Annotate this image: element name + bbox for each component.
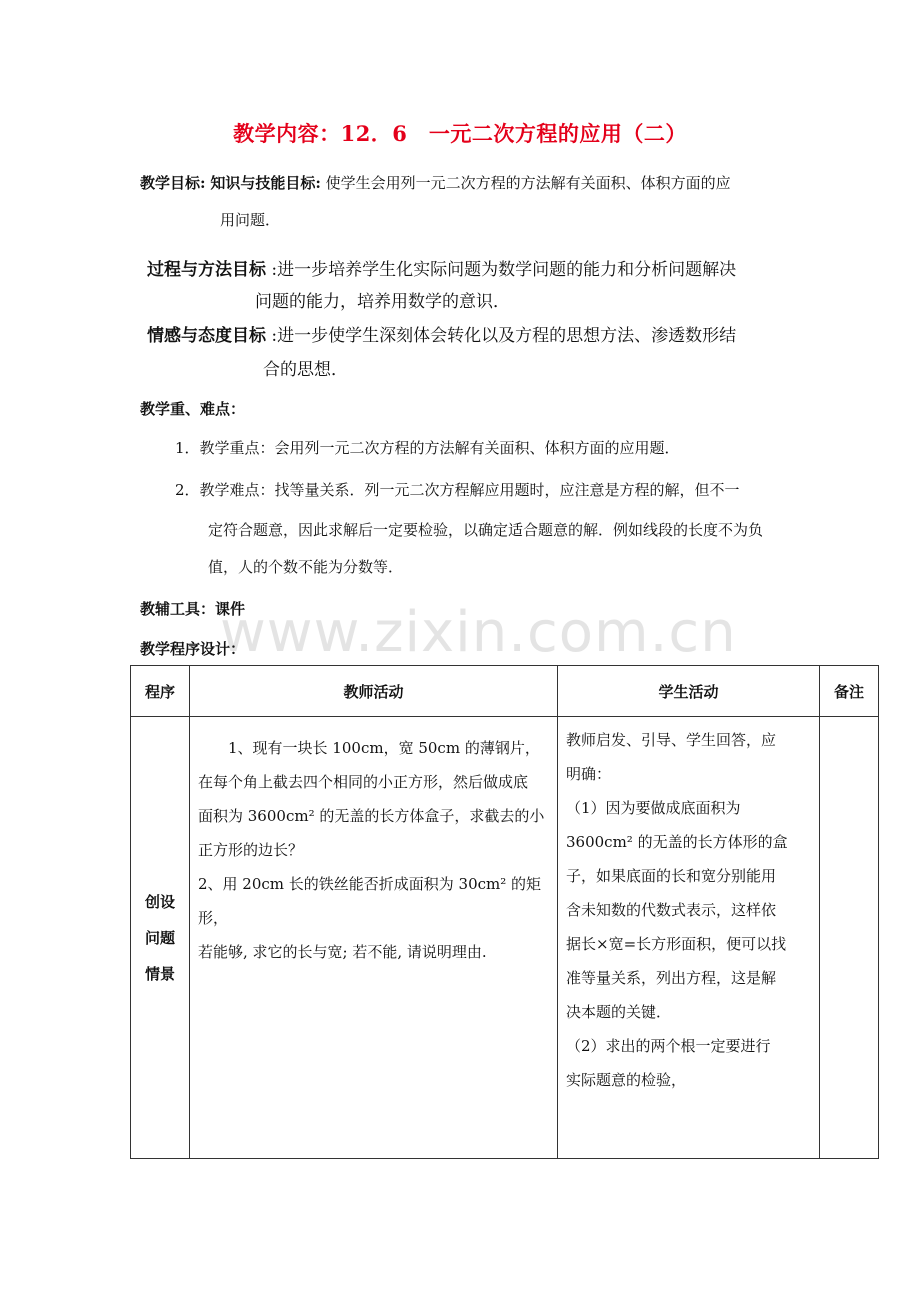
page-title: 教学内容：12．6 一元二次方程的应用（二） bbox=[233, 121, 687, 146]
teacher-line: 1、现有一块长 100cm，宽 50cm 的薄钢片， bbox=[228, 739, 540, 757]
student-line: （1）因为要做成底面积为 bbox=[566, 799, 741, 817]
student-line: 子，如果底面的长和宽分别能用 bbox=[566, 867, 777, 885]
key-point-2-line-2: 定符合题意，因此求解后一定要检验，以确定适合题意的解．例如线段的长度不为负 bbox=[208, 521, 764, 539]
process-label: 过程与方法目标 bbox=[147, 260, 266, 280]
teacher-line: 2、用 20cm 长的铁丝能否折成面积为 30cm² 的矩形， bbox=[198, 875, 542, 927]
student-line: 决本题的关键． bbox=[566, 1003, 672, 1021]
student-line: 据长×宽=长方形面积，便可以找 bbox=[566, 935, 787, 953]
knowledge-text: 使学生会用列一元二次方程的方法解有关面积、体积方面的应 bbox=[325, 174, 731, 192]
emotion-objective bbox=[147, 321, 736, 346]
emotion-text: :进一步使学生深刻体会转化以及方程的思想方法、渗透数形结 bbox=[271, 326, 737, 346]
key-points-heading: 教学重、难点： bbox=[140, 400, 246, 418]
objectives-line-1 bbox=[140, 172, 731, 193]
emotion-text-cont: 合的思想． bbox=[263, 360, 348, 380]
teacher-line: 正方形的边长？ bbox=[198, 841, 304, 859]
process-text-cont: 问题的能力，培养用数学的意识． bbox=[255, 292, 510, 312]
student-activity-cell bbox=[558, 717, 820, 1159]
stage-label bbox=[131, 717, 190, 1159]
process-text: :进一步培养学生化实际问题为数学问题的能力和分析问题解决 bbox=[271, 260, 737, 280]
stage-label-line: 情景 bbox=[144, 964, 175, 983]
knowledge-text-cont: 用问题． bbox=[220, 211, 281, 229]
header-notes: 备注 bbox=[820, 666, 879, 717]
header-teacher-activity: 教师活动 bbox=[190, 666, 558, 717]
student-line: 明确： bbox=[566, 765, 612, 783]
student-line: （2）求出的两个根一定要进行 bbox=[566, 1037, 771, 1055]
key-point-2-line-1: 2．教学难点：找等量关系．列一元二次方程解应用题时，应注意是方程的解，但不一 bbox=[175, 481, 740, 499]
table-row bbox=[131, 717, 879, 1159]
key-point-2-line-3: 值，人的个数不能为分数等． bbox=[208, 558, 404, 576]
design-heading: 教学程序设计： bbox=[140, 640, 246, 658]
program-table bbox=[130, 665, 879, 1159]
emotion-label: 情感与态度目标 bbox=[147, 326, 266, 346]
teacher-line: 在每个角上截去四个相同的小正方形，然后做成底 bbox=[198, 773, 529, 791]
teacher-line: 若能够, 求它的长与宽; 若不能, 请说明理由. bbox=[198, 943, 487, 961]
table-header-row bbox=[131, 666, 879, 717]
key-point-1: 1．教学重点：会用列一元二次方程的方法解有关面积、体积方面的应用题． bbox=[175, 439, 680, 457]
student-line: 准等量关系，列出方程，这是解 bbox=[566, 969, 777, 987]
objectives-label: 教学目标: bbox=[140, 174, 206, 192]
student-line: 3600cm² 的无盖的长方体形的盒 bbox=[566, 833, 788, 851]
teacher-line: 面积为 3600cm² 的无盖的长方体盒子，求截去的小 bbox=[198, 807, 545, 825]
watermark: www.zixin.com.cn bbox=[220, 600, 737, 665]
tools-line: 教辅工具：课件 bbox=[140, 600, 246, 618]
header-procedure: 程序 bbox=[131, 666, 190, 717]
notes-cell bbox=[820, 717, 879, 1159]
knowledge-label: 知识与技能目标: bbox=[210, 174, 321, 192]
stage-label-line: 问题 bbox=[144, 928, 175, 947]
teacher-activity-cell bbox=[190, 717, 558, 1159]
stage-label-line: 创设 bbox=[144, 892, 175, 911]
student-line: 教师启发、引导、学生回答，应 bbox=[566, 731, 777, 749]
student-line: 含未知数的代数式表示，这样依 bbox=[566, 901, 777, 919]
student-line: 实际题意的检验， bbox=[566, 1071, 687, 1089]
process-objective bbox=[147, 255, 736, 280]
header-student-activity: 学生活动 bbox=[558, 666, 820, 717]
